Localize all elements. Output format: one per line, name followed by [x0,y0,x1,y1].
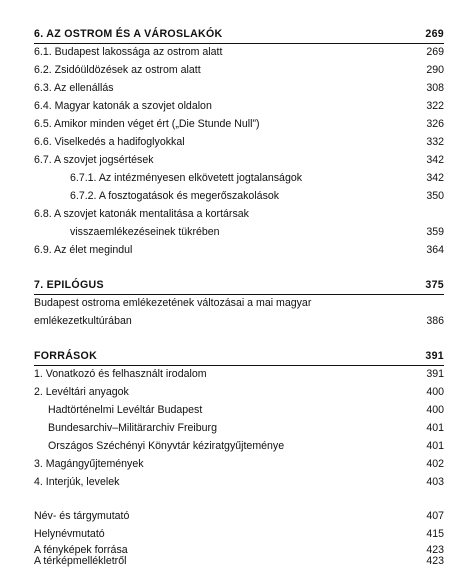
toc-entry-label: 3. Magángyűjtemények [34,458,144,470]
toc-page-number: 400 [426,386,444,398]
toc-section-heading [0,26,472,42]
toc-entry-label: 6.1. Budapest lakossága az ostrom alatt [34,46,223,58]
toc-entry-label: 6.7. A szovjet jogsértések [34,154,154,166]
toc-entry [0,456,472,472]
toc-page-number: 326 [426,118,444,130]
toc-entry [0,80,472,96]
toc-page-number: 391 [426,368,444,380]
toc-entry-label: 6.7.2. A fosztogatások és megerőszakolások [70,190,280,202]
toc-entry [0,474,472,490]
toc-subentry [0,420,472,436]
toc-entry-label: Hadtörténelmi Levéltár Budapest [48,404,203,416]
toc-entry-label: A fényképek forrása [34,544,128,556]
toc-entry [0,242,472,258]
toc-entry-label: Budapest ostroma emlékezetének változásai a mai magyar [34,297,312,309]
toc-entry-label: 6.9. Az élet megindul [34,244,133,256]
toc-entry [0,98,472,114]
toc-page-number: 332 [426,136,444,148]
toc-page-number: 342 [426,172,444,184]
toc-page-number: 322 [426,100,444,112]
toc-section-title: 6. AZ OSTROM ÉS A VÁROSLAKÓK [34,28,223,40]
toc-entry [0,44,472,60]
toc-entry-label: 6.4. Magyar katonák a szovjet oldalon [34,100,212,112]
toc-entry-label: 6.7.1. Az intézményesen elkövetett jogtalanságok [70,172,303,184]
toc-page-number: 391 [425,350,444,362]
toc-page-number: 375 [425,279,444,291]
toc-page-number: 402 [426,458,444,470]
toc-subentry [0,170,472,186]
toc-entry-label: visszaemlékezéseinek tükrében [70,226,220,238]
toc-entry [0,508,472,524]
toc-page-number: 386 [426,315,444,327]
toc-entry [0,152,472,168]
toc-entry [0,206,472,222]
toc-page-number: 269 [425,28,444,40]
toc-entry-label: 6.8. A szovjet katonák mentalitása a kortársak [34,208,249,220]
toc-page-number: 407 [426,510,444,522]
toc-page-number: 364 [426,244,444,256]
toc-subentry [0,402,472,418]
toc-entry-label: A térképmellékletről [34,555,127,567]
toc-entry-continuation [0,224,472,240]
toc-entry [0,134,472,150]
toc-entry [0,62,472,78]
toc-entry [0,384,472,400]
toc-entry [0,526,472,542]
toc-subentry [0,188,472,204]
toc-entry [0,295,472,311]
toc-entry-label: Országos Széchényi Könyvtár kéziratgyűjteménye [48,440,285,452]
toc-page-number: 350 [426,190,444,202]
toc-page-number: 415 [426,528,444,540]
toc-entry [0,116,472,132]
toc-entry-label: 1. Vonatkozó és felhasznált irodalom [34,368,207,380]
toc-entry-label: 2. Levéltári anyagok [34,386,129,398]
toc-section-heading [0,348,472,364]
toc-page-number: 400 [426,404,444,416]
toc-page-number: 401 [426,440,444,452]
toc-page-number: 401 [426,422,444,434]
toc-entry-label: Helynévmutató [34,528,105,540]
toc-entry-label: Bundesarchiv–Militärarchiv Freiburg [48,422,217,434]
toc-entry-label: 6.6. Viselkedés a hadifoglyokkal [34,136,185,148]
toc-entry-continuation [0,313,472,329]
toc-entry-label: Név- és tárgymutató [34,510,130,522]
toc-entry [0,555,472,567]
toc-page-number: 290 [426,64,444,76]
toc-entry-label: 6.3. Az ellenállás [34,82,114,94]
toc-page-number: 342 [426,154,444,166]
toc-section-title: 7. EPILÓGUS [34,279,104,291]
toc-page-number: 423 [426,544,444,556]
toc-entry [0,366,472,382]
toc-entry-label: 4. Interjúk, levelek [34,476,120,488]
toc-page-number: 423 [426,555,444,567]
toc-page-number: 403 [426,476,444,488]
toc-entry-label: emlékezetkultúrában [34,315,132,327]
toc-entry-label: 6.5. Amikor minden véget ért („Die Stunde Null”) [34,118,260,130]
toc-subentry [0,438,472,454]
toc-page-number: 269 [426,46,444,58]
toc-section-title: FORRÁSOK [34,350,98,362]
toc-page-number: 359 [426,226,444,238]
toc-entry-label: 6.2. Zsidóüldözések az ostrom alatt [34,64,201,76]
toc-page-number: 308 [426,82,444,94]
toc-section-heading [0,277,472,293]
